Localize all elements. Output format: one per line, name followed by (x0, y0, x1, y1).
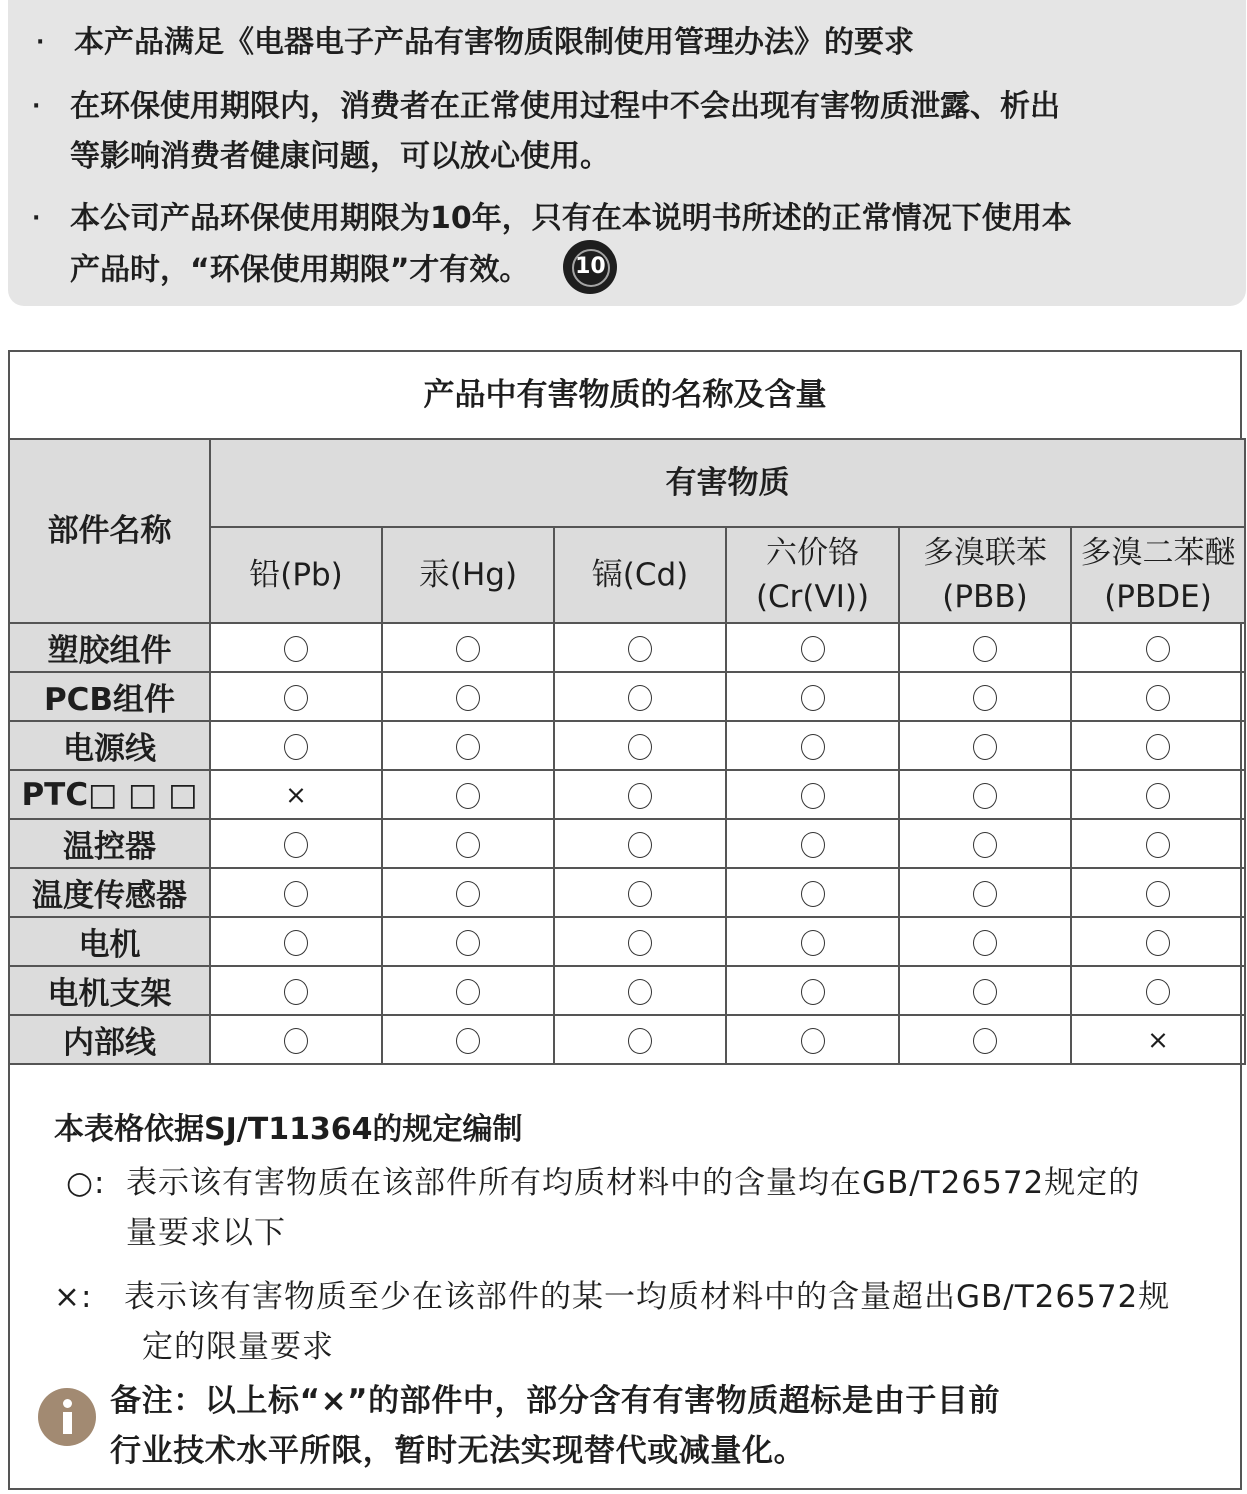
substance-mark-cell (726, 819, 899, 868)
substance-mark-cell (554, 770, 726, 819)
notice-text: 等影响消费者健康问题，可以放心使用。 (70, 139, 610, 174)
substance-mark-cell (899, 721, 1071, 770)
legend-symbol: ×: (54, 1279, 93, 1315)
substance-mark-cell (1071, 966, 1245, 1015)
circle-mark-icon (1146, 734, 1170, 760)
eco-period-10-icon (563, 240, 617, 294)
substance-mark-cell (382, 770, 554, 819)
substance-mark-cell (382, 721, 554, 770)
substance-mark-cell (1071, 672, 1245, 721)
substance-mark-cell (554, 672, 726, 721)
circle-mark-icon (801, 783, 825, 809)
substance-mark-cell (554, 966, 726, 1015)
cross-mark: × (1147, 1025, 1169, 1056)
circle-mark-icon (628, 930, 652, 956)
substance-name: 镉(Cd) (591, 557, 689, 593)
substance-mark-cell (1071, 868, 1245, 917)
substance-mark-cell (726, 672, 899, 721)
circle-mark-icon (284, 832, 308, 858)
substance-mark-cell (899, 966, 1071, 1015)
circle-mark-icon (456, 832, 480, 858)
substance-header (726, 527, 899, 623)
circle-mark-icon (1146, 685, 1170, 711)
substance-mark-cell (899, 770, 1071, 819)
table-row (9, 721, 1245, 770)
substance-mark-cell (210, 868, 382, 917)
substance-mark-cell (726, 623, 899, 672)
legend-cross (54, 1272, 1170, 1372)
table-row (9, 966, 1245, 1015)
table-row (9, 868, 1245, 917)
substance-mark-cell (382, 819, 554, 868)
substance-header (1071, 527, 1245, 623)
table-row (9, 770, 1245, 819)
circle-mark-icon (628, 979, 652, 1005)
substance-name: 汞(Hg) (418, 557, 518, 593)
circle-mark-icon (973, 881, 997, 907)
circle-mark-icon (456, 636, 480, 662)
part-name-cell: 温控器 (9, 819, 210, 868)
substance-mark-cell (899, 672, 1071, 721)
bullet-dot: · (36, 30, 45, 55)
substance-mark-cell (726, 721, 899, 770)
substance-mark-cell (1071, 1015, 1245, 1064)
substance-mark-cell (554, 917, 726, 966)
circle-mark-icon (801, 832, 825, 858)
part-name-cell: 电机 (9, 917, 210, 966)
circle-mark-icon (628, 1028, 652, 1054)
table-row (9, 1015, 1245, 1064)
circle-mark-icon (973, 979, 997, 1005)
substance-mark-cell (554, 868, 726, 917)
circle-mark-icon (973, 930, 997, 956)
circle-mark-icon (1146, 783, 1170, 809)
notice-bullet (32, 82, 1060, 182)
substance-mark-cell (210, 1015, 382, 1064)
substance-mark-cell (382, 966, 554, 1015)
circle-mark-icon (1146, 636, 1170, 662)
legend-text: 表示该有害物质至少在该部件的某一均质材料中的含量超出GB/T26572规 (124, 1279, 1171, 1315)
substance-name: 铅(Pb) (249, 557, 343, 593)
substance-mark-cell (899, 917, 1071, 966)
circle-mark-icon (801, 979, 825, 1005)
substance-name: 多溴联苯 (923, 535, 1047, 571)
part-name-cell: PTC□ □ □ (9, 770, 210, 819)
part-name-cell: 电源线 (9, 721, 210, 770)
circle-mark-icon (801, 930, 825, 956)
bullet-dot: · (32, 94, 41, 119)
table-row (9, 623, 1245, 672)
substance-mark-cell (1071, 819, 1245, 868)
substance-mark-cell (210, 819, 382, 868)
notice-text: 产品时，“环保使用期限”才有效。 (70, 252, 530, 288)
circle-mark-icon (456, 1028, 480, 1054)
substance-mark-cell (899, 819, 1071, 868)
substance-mark-cell (210, 672, 382, 721)
notice-bullet (36, 18, 914, 68)
substance-mark-cell (899, 623, 1071, 672)
legend-circle (66, 1158, 1140, 1258)
part-name-cell: 温度传感器 (9, 868, 210, 917)
hazardous-substance-table (8, 438, 1246, 1065)
circle-mark-icon (628, 783, 652, 809)
substance-mark-cell (1071, 770, 1245, 819)
circle-mark-icon (801, 636, 825, 662)
substance-header (899, 527, 1071, 623)
circle-mark-icon (801, 685, 825, 711)
part-name-header: 部件名称 (9, 439, 210, 623)
remark-note (110, 1376, 1000, 1476)
eco-period-number: 10 (575, 254, 606, 279)
substance-mark-cell (1071, 721, 1245, 770)
circle-mark-icon (1146, 881, 1170, 907)
remark-text: 行业技术水平所限，暂时无法实现替代或减量化。 (110, 1433, 806, 1469)
substance-header (382, 527, 554, 623)
substance-mark-cell (554, 819, 726, 868)
cross-mark: × (285, 780, 307, 811)
eco-notice-panel (8, 0, 1246, 306)
substance-name: 六价铬 (766, 535, 859, 571)
info-icon (38, 1388, 96, 1446)
substance-header (210, 527, 382, 623)
substance-mark-cell (210, 770, 382, 819)
circle-mark-icon (1146, 979, 1170, 1005)
circle-mark-icon (973, 832, 997, 858)
circle-mark-icon (456, 881, 480, 907)
substance-group-header: 有害物质 (210, 439, 1245, 527)
part-name-cell: 内部线 (9, 1015, 210, 1064)
circle-mark-icon (284, 685, 308, 711)
circle-mark-icon (628, 832, 652, 858)
circle-mark-icon (456, 979, 480, 1005)
legend-text: 定的限量要求 (142, 1329, 334, 1365)
circle-mark-icon (628, 685, 652, 711)
remark-text: 备注：以上标“×”的部件中，部分含有有害物质超标是由于目前 (110, 1383, 1001, 1419)
substance-mark-cell (382, 917, 554, 966)
substance-mark-cell (554, 1015, 726, 1064)
circle-mark-icon (456, 734, 480, 760)
substance-mark-cell (210, 721, 382, 770)
substance-mark-cell (382, 1015, 554, 1064)
table-title: 产品中有害物质的名称及含量 (10, 352, 1240, 440)
substance-header (554, 527, 726, 623)
circle-mark-icon (284, 881, 308, 907)
circle-mark-icon (284, 930, 308, 956)
circle-mark-icon (973, 636, 997, 662)
substance-mark-cell (382, 672, 554, 721)
substance-mark-cell (726, 868, 899, 917)
circle-mark-icon (1146, 930, 1170, 956)
substance-mark-cell (1071, 917, 1245, 966)
substance-symbol: (PBB) (942, 579, 1028, 615)
substance-mark-cell (210, 917, 382, 966)
notice-text: 本产品满足《电器电子产品有害物质限制使用管理办法》的要求 (74, 25, 914, 60)
legend-symbol: ○: (66, 1165, 106, 1201)
substance-symbol: (PBDE) (1104, 579, 1212, 615)
bullet-dot: · (32, 206, 41, 231)
circle-mark-icon (456, 685, 480, 711)
circle-mark-icon (628, 734, 652, 760)
circle-mark-icon (801, 734, 825, 760)
legend-text: 表示该有害物质在该部件所有均质材料中的含量均在GB/T26572规定的 (126, 1165, 1141, 1201)
substance-mark-cell (1071, 623, 1245, 672)
substance-mark-cell (554, 623, 726, 672)
circle-mark-icon (284, 734, 308, 760)
circle-mark-icon (973, 783, 997, 809)
circle-mark-icon (801, 881, 825, 907)
part-name-cell: 塑胶组件 (9, 623, 210, 672)
circle-mark-icon (973, 685, 997, 711)
circle-mark-icon (284, 636, 308, 662)
substance-mark-cell (382, 623, 554, 672)
hazardous-substance-sheet (8, 350, 1242, 1490)
substance-mark-cell (726, 917, 899, 966)
substance-mark-cell (210, 623, 382, 672)
circle-mark-icon (628, 636, 652, 662)
substance-mark-cell (726, 1015, 899, 1064)
table-row (9, 672, 1245, 721)
circle-mark-icon (284, 979, 308, 1005)
substance-mark-cell (726, 770, 899, 819)
circle-mark-icon (973, 734, 997, 760)
legend-text: 量要求以下 (126, 1215, 286, 1251)
table-row (9, 917, 1245, 966)
substance-mark-cell (210, 966, 382, 1015)
circle-mark-icon (456, 783, 480, 809)
circle-mark-icon (456, 930, 480, 956)
table-row (9, 819, 1245, 868)
circle-mark-icon (284, 1028, 308, 1054)
notice-bullet (32, 194, 1072, 298)
part-name-cell: PCB组件 (9, 672, 210, 721)
substance-name: 多溴二苯醚 (1080, 535, 1236, 571)
substance-mark-cell (899, 868, 1071, 917)
circle-mark-icon (973, 1028, 997, 1054)
notice-text: 在环保使用期限内，消费者在正常使用过程中不会出现有害物质泄露、析出 (70, 89, 1060, 124)
substance-symbol: (Cr(VI)) (755, 579, 870, 615)
circle-mark-icon (1146, 832, 1170, 858)
notice-text: 本公司产品环保使用期限为10年，只有在本说明书所述的正常情况下使用本 (70, 201, 1072, 236)
table-basis-note: 本表格依据SJ/T11364的规定编制 (54, 1112, 523, 1147)
part-name-cell: 电机支架 (9, 966, 210, 1015)
substance-mark-cell (726, 966, 899, 1015)
substance-mark-cell (899, 1015, 1071, 1064)
circle-mark-icon (801, 1028, 825, 1054)
substance-mark-cell (554, 721, 726, 770)
circle-mark-icon (628, 881, 652, 907)
notice-text-with-badge (70, 244, 1072, 298)
substance-mark-cell (382, 868, 554, 917)
